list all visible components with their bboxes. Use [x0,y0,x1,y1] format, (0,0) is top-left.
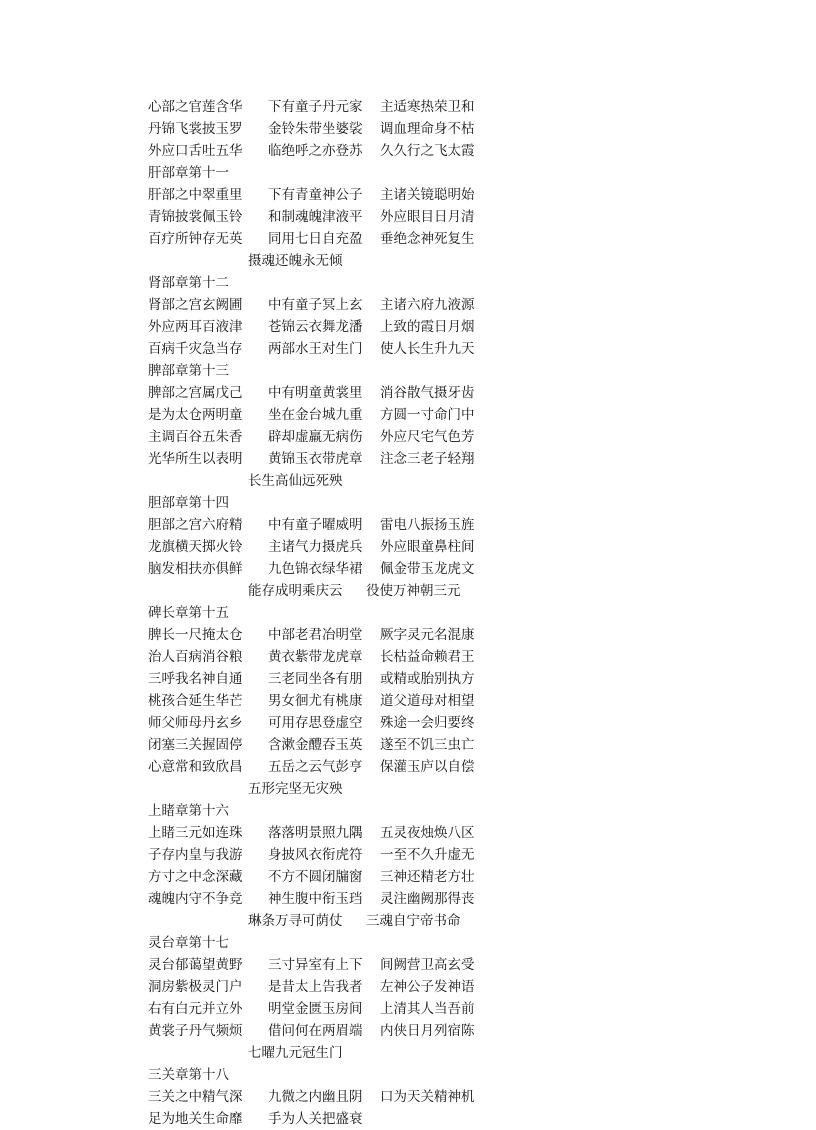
verse-phrase: 注念三老子轻翔 [380,451,475,467]
verse-phrase: 身披风衣衔虎符 [268,847,363,863]
verse-phrase: 方寸之中念深藏 [148,869,243,885]
verse-line [148,734,708,756]
verse-phrase: 遂至不饥三虫亡 [380,737,475,753]
verse-line [148,1108,708,1130]
verse-phrase: 脑发相扶亦俱鲜 [148,561,243,577]
verse-phrase: 三关之中精气深 [148,1089,243,1105]
verse-line [148,624,708,646]
verse-phrase: 五岳之云气彭亨 [268,759,363,775]
verse-phrase: 辟却虚羸无病伤 [268,429,363,445]
verse-phrase: 佩金带玉龙虎文 [380,561,475,577]
verse-phrase: 雷电八振扬玉旌 [380,517,475,533]
verse-phrase: 上清其人当吾前 [380,1001,475,1017]
verse-line [148,558,708,580]
verse-line [148,712,708,734]
verse-phrase: 心部之官莲含华 [148,99,243,115]
verse-line [148,756,708,778]
chapter-heading [148,1064,708,1086]
verse-phrase: 间阙营卫高玄受 [380,957,475,973]
verse-phrase: 主调百谷五朱香 [148,429,243,445]
verse-phrase: 五灵夜烛焕八区 [380,825,475,841]
verse-phrase: 右有白元并立外 [148,1001,243,1017]
verse-phrase: 同用七日自充盈 [268,231,363,247]
verse-phrase: 黄裳子丹气频烦 [148,1023,243,1039]
verse-phrase: 桃孩合延生华芒 [148,693,243,709]
verse-phrase: 明堂金匮玉房间 [268,1001,363,1017]
verse-phrase: 治人百病消谷粮 [148,649,243,665]
verse-line [148,536,708,558]
verse-phrase: 洞房紫极灵门户 [148,979,243,995]
chapter-heading [148,360,708,382]
verse-line [148,404,708,426]
closing-verse-line [148,580,708,602]
verse-phrase: 是昔太上告我者 [268,979,363,995]
verse-phrase: 九色锦衣绿华裙 [268,561,363,577]
verse-phrase: 是为太仓两明童 [148,407,243,423]
verse-phrase: 主诸气力摄虎兵 [268,539,363,555]
chapter-title: 肝部章第十一 [148,165,229,181]
verse-phrase: 中部老君冶明堂 [268,627,363,643]
verse-phrase: 三老同坐各有朋 [268,671,363,687]
verse-phrase: 子存内皇与我游 [148,847,243,863]
chapter-title: 灵台章第十七 [148,935,229,951]
verse-phrase: 主诸六府九液源 [380,297,475,313]
verse-phrase: 垂绝念神死复生 [380,231,475,247]
verse-phrase: 含漱金醴吞玉英 [268,737,363,753]
chapter-heading [148,800,708,822]
closing-verse-line [148,470,708,492]
verse-phrase: 两部水王对生门 [268,341,363,357]
verse-phrase: 灵台郁蔼望黄野 [148,957,243,973]
verse-phrase: 丹锦飞裳披玉罗 [148,121,243,137]
verse-phrase: 七曜九元冠生门 [248,1045,343,1061]
chapter-heading [148,602,708,624]
verse-phrase: 百病千灾急当存 [148,341,243,357]
chapter-title: 肾部章第十二 [148,275,229,291]
closing-verse-line [148,910,708,932]
verse-phrase: 脾部之宫属戊己 [148,385,243,401]
chapter-heading [148,932,708,954]
verse-line [148,998,708,1020]
chapter-title: 碑长章第十五 [148,605,229,621]
verse-phrase: 坐在金台城九重 [268,407,363,423]
verse-phrase: 可用存思登虚空 [268,715,363,731]
chapter-title: 上睹章第十六 [148,803,229,819]
verse-line [148,426,708,448]
verse-phrase: 肾部之宫玄阙圃 [148,297,243,313]
verse-phrase: 肝部之中翠重里 [148,187,243,203]
verse-line [148,338,708,360]
verse-phrase: 长枯益命赖君王 [380,649,475,665]
verse-line [148,448,708,470]
verse-phrase: 久久行之飞太霞 [380,143,475,159]
verse-phrase: 中有童子冥上玄 [268,297,363,313]
verse-line [148,96,708,118]
closing-verse-line [148,778,708,800]
verse-phrase: 手为人关把盛衰 [268,1111,363,1127]
verse-line [148,294,708,316]
verse-phrase: 不方不圆闭牖窗 [268,869,363,885]
verse-phrase: 三魂自宁帝书命 [366,913,461,929]
verse-phrase: 上致的霞日月烟 [380,319,475,335]
verse-phrase: 外应眼目日月清 [380,209,475,225]
verse-phrase: 口为天关精神机 [380,1089,475,1105]
verse-phrase: 使人长生升九天 [380,341,475,357]
verse-phrase: 魂魄内守不争竞 [148,891,243,907]
verse-phrase: 黄衣紫带龙虎章 [268,649,363,665]
verse-line [148,976,708,998]
verse-phrase: 龙旗横天掷火铃 [148,539,243,555]
verse-phrase: 一至不久升虚无 [380,847,475,863]
verse-phrase: 临绝呼之亦登苏 [268,143,363,159]
verse-phrase: 神生腹中衔玉珰 [268,891,363,907]
verse-phrase: 外应口舌吐五华 [148,143,243,159]
verse-phrase: 外应两耳百液津 [148,319,243,335]
verse-phrase: 黄锦玉衣带虎章 [268,451,363,467]
chapter-title: 脾部章第十三 [148,363,229,379]
chapter-title: 胆部章第十四 [148,495,229,511]
verse-line [148,206,708,228]
verse-phrase: 主适寒热荣卫和 [380,99,475,115]
chapter-heading [148,492,708,514]
verse-phrase: 摄魂还魄永无倾 [248,253,343,269]
verse-phrase: 方圆一寸命门中 [380,407,475,423]
closing-verse-line [148,250,708,272]
verse-phrase: 殊途一会归要终 [380,715,475,731]
verse-phrase: 外应眼童鼻柱间 [380,539,475,555]
verse-line [148,316,708,338]
verse-phrase: 灵注幽阙那得丧 [380,891,475,907]
verse-phrase: 借问何在两眉端 [268,1023,363,1039]
verse-phrase: 中有童子曜威明 [268,517,363,533]
verse-line [148,668,708,690]
verse-phrase: 内侠日月列宿陈 [380,1023,475,1039]
verse-phrase: 苍锦云衣舞龙潘 [268,319,363,335]
verse-phrase: 金铃朱带坐婆裟 [268,121,363,137]
verse-phrase: 和制魂魄津液平 [268,209,363,225]
verse-line [148,228,708,250]
verse-line [148,646,708,668]
verse-phrase: 三寸异室有上下 [268,957,363,973]
verse-phrase: 师父师母丹玄乡 [148,715,243,731]
verse-phrase: 闭塞三关握固停 [148,737,243,753]
verse-phrase: 调血理命身不枯 [380,121,475,137]
verse-line [148,514,708,536]
verse-phrase: 心意常和致欣昌 [148,759,243,775]
verse-phrase: 长生高仙远死殃 [248,473,343,489]
verse-phrase: 男女徊尤有桃康 [268,693,363,709]
verse-phrase: 左神公子发神语 [380,979,475,995]
verse-line [148,822,708,844]
verse-line [148,954,708,976]
verse-phrase: 上睹三元如连珠 [148,825,243,841]
verse-phrase: 下有青童神公子 [268,187,363,203]
verse-phrase: 百疗所钟存无英 [148,231,243,247]
verse-phrase: 琳条万寻可荫仗 [248,913,343,929]
verse-phrase: 三神还精老方壮 [380,869,475,885]
verse-line [148,184,708,206]
verse-line [148,888,708,910]
verse-line [148,690,708,712]
chapter-title: 三关章第十八 [148,1067,229,1083]
verse-phrase: 青锦披裳佩玉铃 [148,209,243,225]
verse-phrase: 胆部之宫六府精 [148,517,243,533]
verse-line [148,844,708,866]
verse-phrase: 光华所生以表明 [148,451,243,467]
verse-phrase: 九微之内幽且阴 [268,1089,363,1105]
verse-phrase: 中有明童黄裳里 [268,385,363,401]
chapter-heading [148,272,708,294]
verse-phrase: 三呼我名神自通 [148,671,243,687]
verse-phrase: 厥字灵元名混康 [380,627,475,643]
verse-phrase: 或精或胎别执方 [380,671,475,687]
verse-phrase: 消谷散气摄牙齿 [380,385,475,401]
verse-phrase: 足为地关生命靡 [148,1111,243,1127]
verse-phrase: 五形完坚无灾殃 [248,781,343,797]
verse-line [148,866,708,888]
verse-line [148,1086,708,1108]
verse-phrase: 保灌玉庐以自偿 [380,759,475,775]
verse-line [148,140,708,162]
verse-line [148,118,708,140]
verse-phrase: 落落明景照九隅 [268,825,363,841]
verse-phrase: 道父道母对相望 [380,693,475,709]
closing-verse-line [148,1042,708,1064]
verse-phrase: 役使万神朝三元 [366,583,461,599]
verse-phrase: 脾长一尺掩太仓 [148,627,243,643]
verse-line [148,1020,708,1042]
verse-phrase: 主诸关镜聪明始 [380,187,475,203]
verse-line [148,382,708,404]
verse-phrase: 外应尺宅气色芳 [380,429,475,445]
verse-phrase: 能存成明乘庆云 [248,583,343,599]
chapter-heading [148,162,708,184]
text-body [148,96,708,1130]
verse-phrase: 下有童子丹元家 [268,99,363,115]
